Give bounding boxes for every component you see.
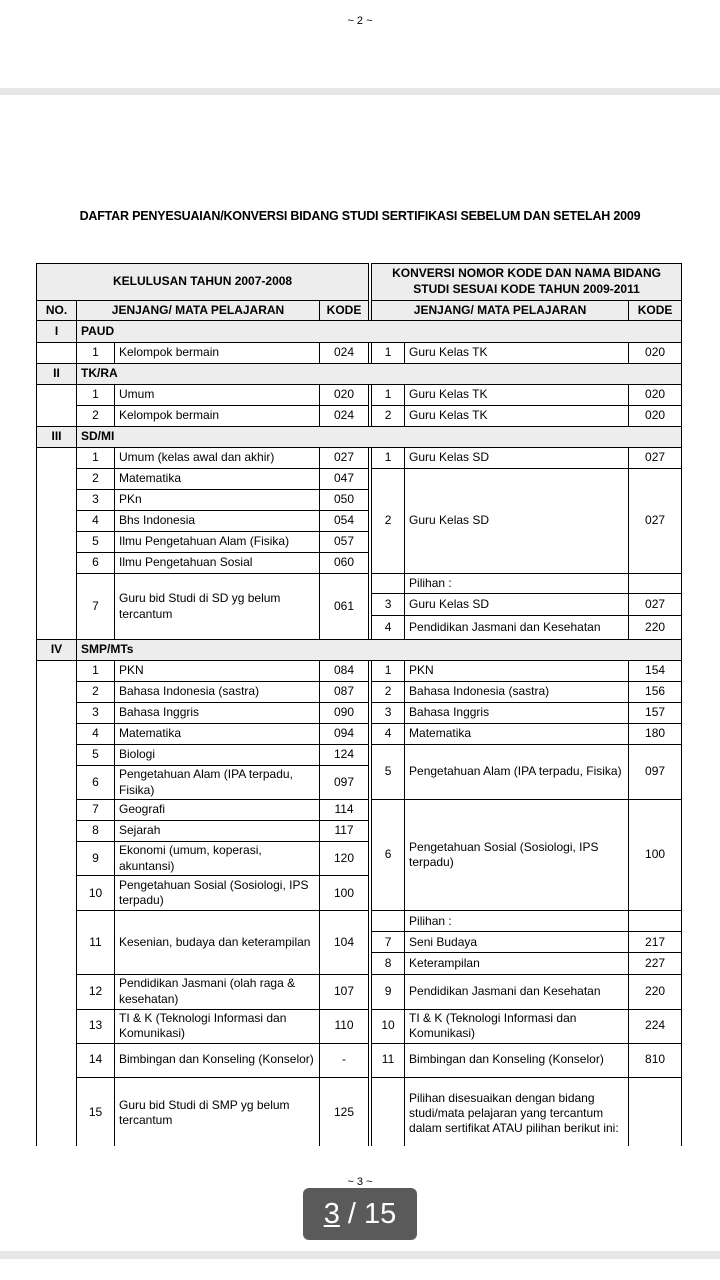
row-number: 13 [77,1009,115,1043]
row-number: 12 [77,975,115,1009]
pilihan-label: Pilihan : [405,911,629,932]
conversion-code: 027 [629,469,682,574]
subject-code: 097 [320,766,369,800]
subject-code: - [320,1043,369,1077]
section-name: SD/MI [77,427,682,448]
pilihan-label: Pilihan : [405,574,629,594]
subject-name: PKN [115,661,320,682]
current-page: 3 [323,1198,340,1230]
table-row [37,385,682,406]
conversion-subject: Pendidikan Jasmani dan Kesehatan [405,975,629,1009]
page-number-bottom: ~ 3 ~ [347,1176,373,1188]
subject-name: TI & K (Teknologi Informasi dan Komunikasi) [115,1009,320,1043]
row-number: 14 [77,1043,115,1077]
table-row [37,661,682,682]
subject-name: Matematika [115,724,320,745]
row-number: 6 [77,766,115,800]
subject-name: Kelompok bermain [115,406,320,427]
conversion-number: 2 [372,469,405,574]
col-jenjang-left-header: JENJANG/ MATA PELAJARAN [77,301,320,321]
conversion-code: 020 [629,343,682,364]
conversion-code: 100 [629,800,682,911]
subject-name: Matematika [115,469,320,490]
conversion-code: 027 [629,594,682,616]
table-row [37,448,682,469]
row-number: 1 [77,343,115,364]
subject-code: 054 [320,511,369,532]
subject-code: 124 [320,745,369,766]
section-header-row [37,640,682,661]
subject-name: Bimbingan dan Konseling (Konselor) [115,1043,320,1077]
row-number: 7 [77,574,115,640]
table-row [37,343,682,364]
conversion-subject: Guru Kelas TK [405,406,629,427]
subject-name: Kesenian, budaya dan keterampilan [115,911,320,975]
row-number: 1 [77,448,115,469]
conversion-number: 9 [372,975,405,1009]
group-header-row [37,264,682,301]
document-title: DAFTAR PENYESUAIAN/KONVERSI BIDANG STUDI SERTIFIKASI SEBELUM DAN SETELAH 2009 [79,209,641,223]
col-no-header: NO. [37,301,77,321]
section-name: TK/RA [77,364,682,385]
subject-code: 090 [320,703,369,724]
table-row [37,975,682,1009]
conversion-code: 154 [629,661,682,682]
subject-name: Guru bid Studi di SD yg belum tercantum [115,574,320,640]
subject-code: 047 [320,469,369,490]
conversion-code: 157 [629,703,682,724]
row-number: 3 [77,490,115,511]
conversion-subject: PKN [405,661,629,682]
subject-name: Kelompok bermain [115,343,320,364]
conversion-subject: Keterampilan [405,953,629,975]
subject-name: Bhs Indonesia [115,511,320,532]
subject-code: 125 [320,1077,369,1146]
conversion-number: 4 [372,724,405,745]
conversion-code: 180 [629,724,682,745]
subject-name: Umum [115,385,320,406]
col-kode-left-header: KODE [320,301,369,321]
row-number: 15 [77,1077,115,1146]
conversion-number: 11 [372,1043,405,1077]
table-row [37,1043,682,1077]
table-row [37,911,682,932]
conversion-code: 810 [629,1043,682,1077]
left-group-header: KELULUSAN TAHUN 2007-2008 [37,264,369,301]
conversion-code: 220 [629,616,682,640]
conversion-code: 227 [629,953,682,975]
conversion-subject: Guru Kelas TK [405,385,629,406]
subject-name: Ekonomi (umum, koperasi, akuntansi) [115,842,320,876]
conversion-code: 224 [629,1009,682,1043]
conversion-number: 10 [372,1009,405,1043]
col-kode-right-header: KODE [629,301,682,321]
section-number: III [37,427,77,448]
conversion-number: 2 [372,406,405,427]
section-name: PAUD [77,321,682,343]
row-number: 1 [77,385,115,406]
subject-name: Pendidikan Jasmani (olah raga & kesehatan) [115,975,320,1009]
table-row [37,469,682,490]
row-number: 10 [77,876,115,911]
subject-name: Bahasa Indonesia (sastra) [115,682,320,703]
subject-name: Pengetahuan Alam (IPA terpadu, Fisika) [115,766,320,800]
conversion-number [372,1077,405,1146]
section-name: SMP/MTs [77,640,682,661]
row-number: 2 [77,406,115,427]
section-header-row [37,364,682,385]
subject-name: Pengetahuan Sosial (Sosiologi, IPS terpadu) [115,876,320,911]
conversion-number: 1 [372,343,405,364]
row-number: 2 [77,682,115,703]
subject-name: Biologi [115,745,320,766]
subject-name: Sejarah [115,821,320,842]
subject-code: 061 [320,574,369,640]
subject-name: Ilmu Pengetahuan Alam (Fisika) [115,532,320,553]
section-number: II [37,364,77,385]
conversion-subject: Bimbingan dan Konseling (Konselor) [405,1043,629,1077]
table-row [37,800,682,821]
section-header-row [37,427,682,448]
subject-code: 057 [320,532,369,553]
conversion-subject: Guru Kelas SD [405,594,629,616]
conversion-subject: Guru Kelas SD [405,469,629,574]
table-row [37,682,682,703]
conversion-subject: Bahasa Indonesia (sastra) [405,682,629,703]
row-number: 5 [77,532,115,553]
subject-name: Ilmu Pengetahuan Sosial [115,553,320,574]
row-number: 4 [77,511,115,532]
subject-code: 050 [320,490,369,511]
subject-code: 100 [320,876,369,911]
conversion-code [629,1077,682,1146]
section-header-row [37,321,682,343]
subject-code: 087 [320,682,369,703]
conversion-subject: Guru Kelas TK [405,343,629,364]
column-header-row [37,301,682,321]
row-number: 8 [77,821,115,842]
conversion-number: 1 [372,385,405,406]
table-row [37,1077,682,1146]
table-row [37,724,682,745]
subject-name: Umum (kelas awal dan akhir) [115,448,320,469]
subject-code: 110 [320,1009,369,1043]
conversion-code: 156 [629,682,682,703]
conversion-code: 020 [629,385,682,406]
row-number: 6 [77,553,115,574]
conversion-code: 020 [629,406,682,427]
subject-name: Bahasa Inggris [115,703,320,724]
section-number: I [37,321,77,343]
subject-code: 020 [320,385,369,406]
conversion-subject: TI & K (Teknologi Informasi dan Komunikasi) [405,1009,629,1043]
conversion-number: 4 [372,616,405,640]
conversion-table [36,263,682,1146]
conversion-number: 2 [372,682,405,703]
conversion-subject: Pengetahuan Alam (IPA terpadu, Fisika) [405,745,629,800]
row-number: 9 [77,842,115,876]
conversion-number: 5 [372,745,405,800]
table-row [37,745,682,766]
subject-code: 060 [320,553,369,574]
conversion-subject: Seni Budaya [405,932,629,953]
subject-code: 114 [320,800,369,821]
subject-code: 084 [320,661,369,682]
subject-name: PKn [115,490,320,511]
row-number: 11 [77,911,115,975]
row-number: 2 [77,469,115,490]
conversion-number: 3 [372,703,405,724]
total-pages: 15 [364,1198,397,1230]
conversion-code: 097 [629,745,682,800]
conversion-subject: Matematika [405,724,629,745]
conversion-subject: Pendidikan Jasmani dan Kesehatan [405,616,629,640]
subject-code: 024 [320,343,369,364]
conversion-number: 6 [372,800,405,911]
col-jenjang-right-header: JENJANG/ MATA PELAJARAN [372,301,629,321]
conversion-code: 220 [629,975,682,1009]
conversion-subject: Guru Kelas SD [405,448,629,469]
section-number: IV [37,640,77,661]
conversion-number: 8 [372,953,405,975]
row-number: 1 [77,661,115,682]
table-row [37,574,682,583]
right-group-header: KONVERSI NOMOR KODE DAN NAMA BIDANG STUDI SESUAI KODE TAHUN 2009-2011 [372,264,682,301]
subject-name: Guru bid Studi di SMP yg belum tercantum [115,1077,320,1146]
page-number-top: ~ 2 ~ [347,15,373,27]
conversion-subject: Pengetahuan Sosial (Sosiologi, IPS terpadu) [405,800,629,911]
row-number: 7 [77,800,115,821]
subject-code: 120 [320,842,369,876]
page-separator-bottom [0,1251,720,1259]
page-separator-text: / [339,1198,365,1230]
table-row [37,406,682,427]
subject-code: 117 [320,821,369,842]
subject-code: 094 [320,724,369,745]
subject-code: 027 [320,448,369,469]
row-number: 4 [77,724,115,745]
conversion-number: 1 [372,661,405,682]
row-number: 3 [77,703,115,724]
conversion-number: 3 [372,594,405,616]
table-row [37,703,682,724]
page-separator [0,88,720,95]
conversion-code: 027 [629,448,682,469]
table-row [37,1009,682,1043]
subject-code: 024 [320,406,369,427]
subject-name: Geografi [115,800,320,821]
page-indicator[interactable] [303,1188,417,1240]
conversion-subject: Pilihan disesuaikan dengan bidang studi/mata pelajaran yang tercantum dalam sertifikat ATAU pilihan berikut ini: [405,1077,629,1146]
conversion-number: 1 [372,448,405,469]
row-number: 5 [77,745,115,766]
conversion-number: 7 [372,932,405,953]
conversion-table-viewport[interactable] [0,263,720,1146]
subject-code: 104 [320,911,369,975]
conversion-subject: Bahasa Inggris [405,703,629,724]
conversion-code: 217 [629,932,682,953]
subject-code: 107 [320,975,369,1009]
